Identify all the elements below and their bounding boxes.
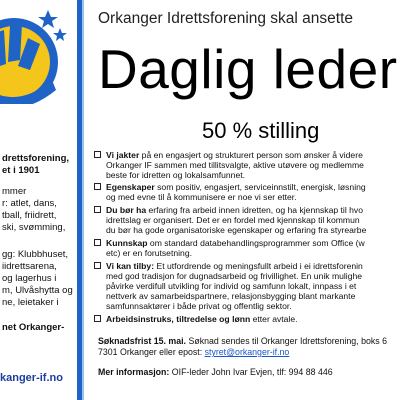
item-lead: Egenskaper (106, 182, 155, 192)
position-percentage: 50 % stilling (202, 118, 320, 143)
checkbox-bullet-icon (94, 151, 101, 158)
left-info-column (0, 0, 74, 400)
item-text: Et utfordrende og meningsfullt arbeid i ei idrettsforenin (154, 261, 363, 271)
address-line (98, 347, 289, 358)
left-text-line: gg: Klubbhuset, (2, 249, 69, 260)
item-lead: Vi jakter (106, 150, 140, 160)
item-text: etc) er en forutsetning. (106, 248, 192, 258)
posting-content (92, 0, 400, 400)
checkbox-bullet-icon (94, 206, 101, 213)
item-text: på en engasjert og strukturert person som ønsker å videre (139, 150, 363, 160)
left-text-line: r: atlet, dans, (2, 198, 57, 209)
item-lead: Kunnskap (106, 238, 148, 248)
item-text: idrettslag er organisert. Det er en fordel med kjennskap til kommun (106, 215, 360, 225)
address-text: 7301 Orkanger eller epost: (98, 347, 205, 357)
left-text-line: drettsforening, (2, 153, 70, 164)
contact-label: Mer informasjon: (98, 367, 170, 377)
checkbox-bullet-icon (94, 239, 101, 246)
left-text-line: et i 1901 (2, 165, 40, 176)
left-text-line: ski, svømming, (2, 222, 66, 233)
deadline-label: Søknadsfrist 15. mai. (98, 336, 187, 346)
deadline-text: Søknad sendes til Orkanger Idrettsforening, boks 6 (186, 336, 387, 346)
website-link[interactable]: kanger-if.no (0, 372, 63, 384)
left-text-line: ne, leietaker i (2, 297, 59, 308)
item-text: erfaring fra arbeid innen idretten, og ha kjennskap til hvo (146, 205, 363, 215)
item-lead: Vi kan tilby: (106, 261, 155, 271)
checkbox-bullet-icon (94, 262, 101, 269)
checkbox-bullet-icon (94, 315, 101, 322)
left-text-line: mmer (2, 186, 27, 197)
left-text-line: m, Ulvåshytta og (2, 285, 73, 296)
checkbox-bullet-icon (94, 183, 101, 190)
item-text: med god tradisjon for dugnadsarbeid og frivillighet. En unik mulighe (106, 271, 363, 281)
item-lead: Arbeidsinstruks, tiltredelse og lønn (106, 314, 251, 324)
club-logo (0, 4, 70, 104)
posting-intro: Orkanger Idrettsforening skal ansette (98, 10, 354, 27)
item-text: etter avtale. (250, 314, 298, 324)
contact-text: OIF-leder John Ivar Evjen, tlf: 994 88 446 (169, 367, 333, 377)
contact-line (98, 367, 333, 378)
item-text: Orkanger IF sammen med tillitsvalgte, aktive utøvere og medlemme (106, 160, 364, 170)
item-text: nettverk av samarbeidspartnere, relasjonsbygging blant markante (106, 291, 356, 301)
item-text: beste for idretten og lokalsamfunnet. (106, 170, 246, 180)
item-text: påvirke verdifull utvikling for individ og samfunn lokalt, innpass i et (106, 281, 357, 291)
left-text-line: tball, friidrett, (2, 210, 57, 221)
item-text: samfunnsaktører i både privat og offentlig sektor. (106, 301, 292, 311)
left-text-line: net Orkanger- (2, 322, 65, 333)
item-text: om standard databehandlingsprogrammer som Office (w (147, 238, 365, 248)
item-text: du bør ha gode organisatoriske egenskaper og erfaring fra styrearbe (106, 225, 367, 235)
left-text-line: iidrettsarena, (2, 261, 57, 272)
item-text: som positiv, engasjert, serviceinnstilt, energisk, løsning (154, 182, 366, 192)
item-text: og med evne til å kommunisere er noe vi ser etter. (106, 192, 297, 202)
page-title: Daglig leder (98, 38, 398, 100)
left-text-line: og lagerhus i (2, 273, 57, 284)
item-lead: Du bør ha (106, 205, 147, 215)
deadline-line (98, 336, 387, 347)
email-link[interactable]: styret@orkanger-if.no (204, 347, 290, 357)
divider-bar-light (82, 0, 84, 400)
